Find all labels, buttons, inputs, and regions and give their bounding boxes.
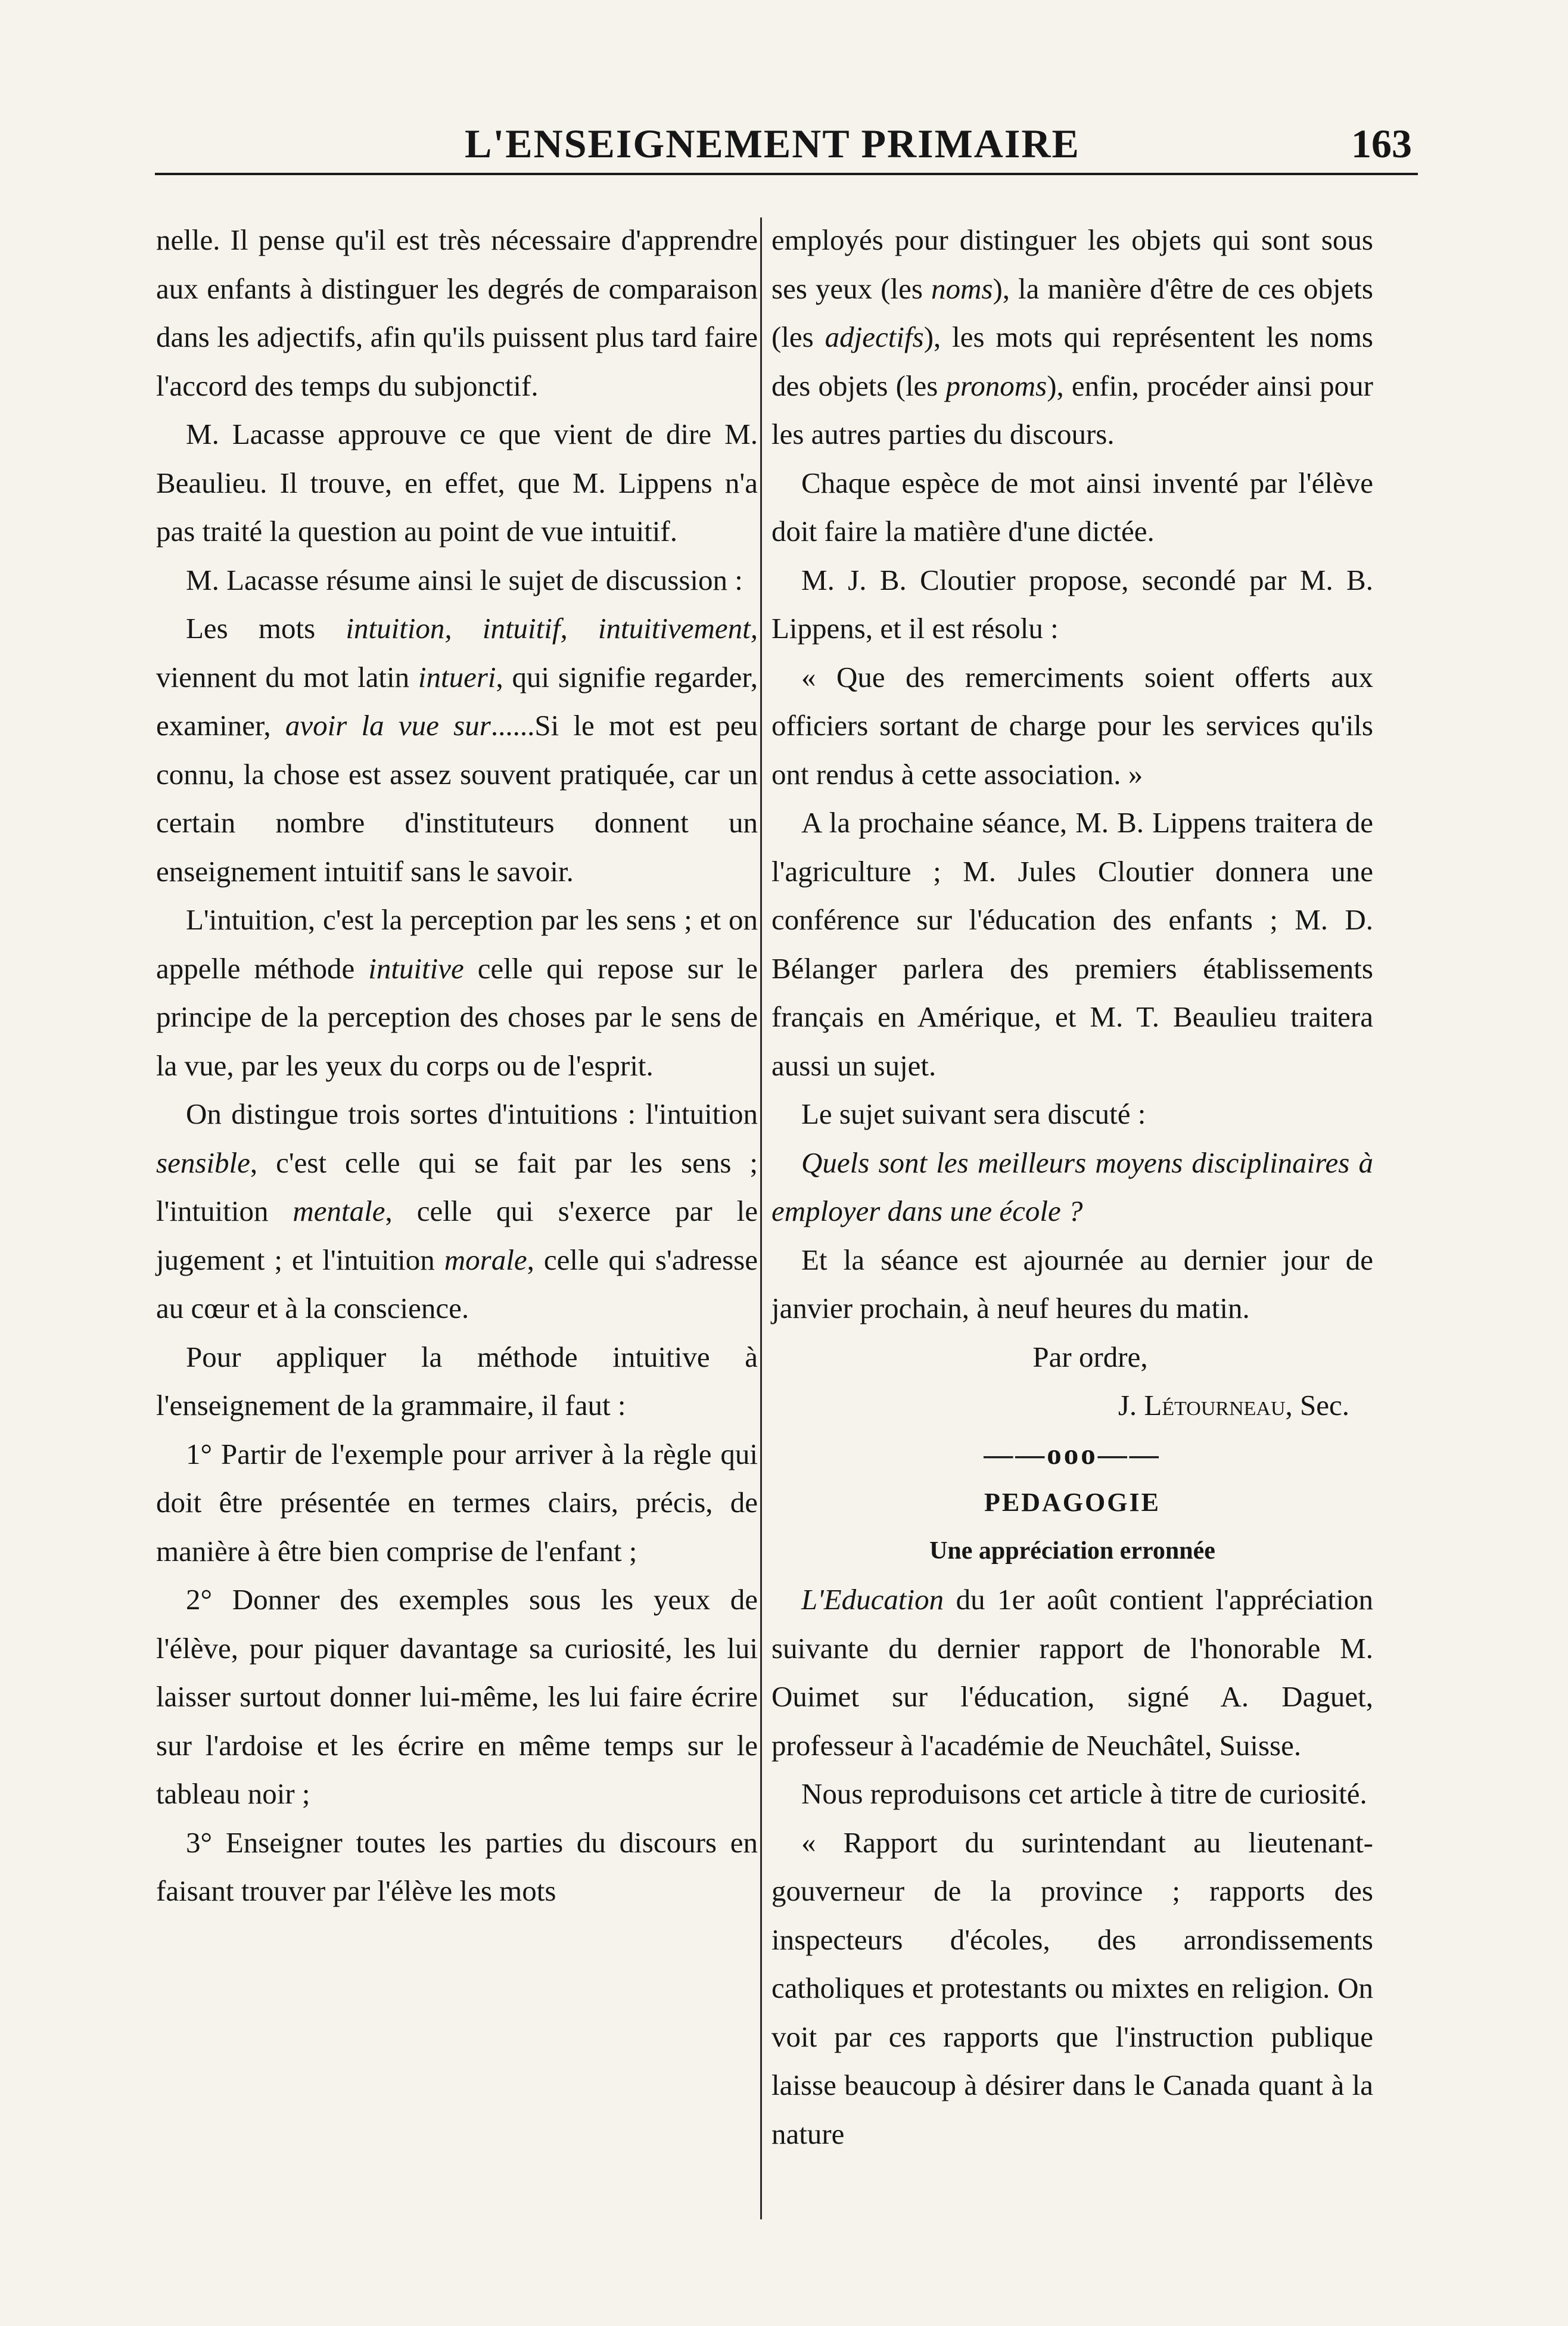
text-run: , celle qui s'exerce par le jugement ; et l'intuition <box>156 1195 758 1276</box>
paragraph <box>771 216 1373 459</box>
paragraph: A la prochaine séance, M. B. Lippens traitera de l'agriculture ; M. Jules Cloutier donnera une conférence sur l'éducation des enfants ; M. D. Bélanger parlera des premiers établissements français en Amérique, et M. T. Beaulieu traitera aussi un sujet. <box>771 806 1373 1082</box>
signature-line: Par ordre, <box>1032 1340 1148 1373</box>
text-run: celle qui repose sur le principe de la perception des choses par le sens de la vue, par les yeux du corps ou de l'esprit. <box>156 951 758 1082</box>
emphasis: intueri <box>418 660 496 694</box>
signature-name: J. Létourneau <box>1118 1389 1286 1422</box>
text-run: , celle qui s'adresse au cœur et à la conscience. <box>156 1243 758 1324</box>
text-run: viennent du mot latin <box>156 660 418 694</box>
paragraph: Pour appliquer la méthode intuitive à l'enseignement de la grammaire, il faut : <box>156 1340 758 1422</box>
paragraph: M. Lacasse approuve ce que vient de dire M. Beaulieu. Il trouve, en effet, que M. Lippens n'a pas traité la question au point de vue intuitif. <box>156 418 758 548</box>
paragraph: 2° Donner des exemples sous les yeux de l'élève, pour piquer davantage sa curiosité, les lui laisser surtout donner lui-même, les lui faire écrire sur l'ardoise et les écrire en même temps sur le tableau noir ; <box>156 1583 758 1810</box>
emphasis: sensible <box>156 1146 250 1179</box>
text-run: du 1er août contient l'appréciation suivante du dernier rapport de l'honorable M. Ouimet sur l'éducation, signé A. Daguet, professeur à l'académie de Neuchâtel, Suisse. <box>771 1583 1373 1762</box>
paragraph: Le sujet suivant sera discuté : <box>801 1097 1146 1130</box>
signature <box>771 1381 1373 1430</box>
signature-title: , Sec. <box>1285 1389 1349 1422</box>
header-rule <box>155 173 1418 175</box>
emphasis: intuitive <box>368 951 464 985</box>
article-subheading: Une appréciation erronnée <box>929 1537 1215 1565</box>
text-run: employés pour distinguer les objets qui sont sous ses yeux (les <box>771 223 1373 305</box>
paragraph: Chaque espèce de mot ainsi inventé par l'élève doit faire la matière d'une dictée. <box>771 466 1373 548</box>
paragraph <box>156 895 758 1090</box>
left-column <box>156 216 758 1915</box>
text-run: , c'est celle qui se fait par les sens ; l'intuition <box>156 1146 758 1227</box>
emphasis: avoir la vue sur <box>285 709 491 742</box>
text-run: ......Si le mot est peu connu, la chose est assez souvent pratiquée, car un certain nombre d'instituteurs donnent un enseignement intuitif sans le savoir. <box>156 709 758 888</box>
paragraph <box>156 1090 758 1333</box>
emphasis: adjectifs <box>825 321 924 353</box>
resolution-quote: « Que des remerciments soient offerts aux officiers sortant de charge pour les services qu'ils ont rendus à cette association. » <box>771 660 1373 791</box>
paragraph: M. Lacasse résume ainsi le sujet de discussion : <box>186 563 743 596</box>
right-column <box>771 216 1373 2158</box>
paragraph: M. J. B. Cloutier propose, secondé par M. B. Lippens, et il est résolu : <box>771 563 1373 645</box>
page-header <box>155 113 1418 179</box>
emphasis: pronoms <box>945 369 1047 402</box>
section-heading: PEDAGOGIE <box>984 1488 1161 1517</box>
paragraph: nelle. Il pense qu'il est très nécessaire d'apprendre aux enfants à distinguer les degrés de comparaison dans les adjectifs, afin qu'ils puissent plus tard faire l'accord des temps du subjonctif. <box>156 223 758 402</box>
text-run: ), enfin, procéder ainsi pour les autres parties du discours. <box>771 369 1373 450</box>
paragraph: Et la séance est ajournée au dernier jour de janvier prochain, à neuf heures du matin. <box>771 1243 1373 1324</box>
paragraph <box>771 1575 1373 1770</box>
emphasis: Quels sont les meilleurs moyens disciplinaires à employer dans une école ? <box>771 1146 1373 1227</box>
column-divider <box>760 217 762 2219</box>
paragraph: « Rapport du surintendant au lieutenant-gouverneur de la province ; rapports des inspecteurs d'écoles, des arrondissements catholiques et protestants ou mixtes en religion. On voit par ces rapports que l'instruction publique laisse beaucoup à désirer dans le Canada quant à la nature <box>771 1826 1373 2150</box>
paragraph <box>156 604 758 895</box>
page-number: 163 <box>1351 121 1412 166</box>
paragraph: Nous reproduisons cet article à titre de curiosité. <box>801 1777 1367 1810</box>
text-run: L'intuition, c'est la perception par les sens ; et on appelle méthode <box>156 903 758 985</box>
paragraph: 1° Partir de l'exemple pour arriver à la règle qui doit être présentée en termes clairs, précis, de manière à être bien comprise de l'enfant ; <box>156 1437 758 1568</box>
text-run: , qui signifie regarder, examiner, <box>156 660 758 742</box>
text-run: Les mots <box>186 612 346 645</box>
discussion-question <box>771 1139 1373 1236</box>
separator: ——ooo—— <box>984 1437 1161 1470</box>
text-run: On distingue trois sortes d'intuitions : l'intuition <box>186 1097 758 1130</box>
emphasis: noms <box>931 272 993 305</box>
paragraph: 3° Enseigner toutes les parties du discours en faisant trouver par l'élève les mots <box>156 1826 758 1907</box>
emphasis: intuition, intuitif, intuitivement, <box>346 612 758 645</box>
emphasis: L'Education <box>801 1583 944 1616</box>
emphasis: morale <box>444 1243 527 1276</box>
running-title: L'ENSEIGNEMENT PRIMAIRE <box>465 121 1080 166</box>
emphasis: mentale <box>293 1195 385 1227</box>
text-run: ), les mots qui représentent les noms des objets (les <box>771 321 1374 402</box>
text-run: ), la manière d'être de ces objets (les <box>771 272 1373 353</box>
